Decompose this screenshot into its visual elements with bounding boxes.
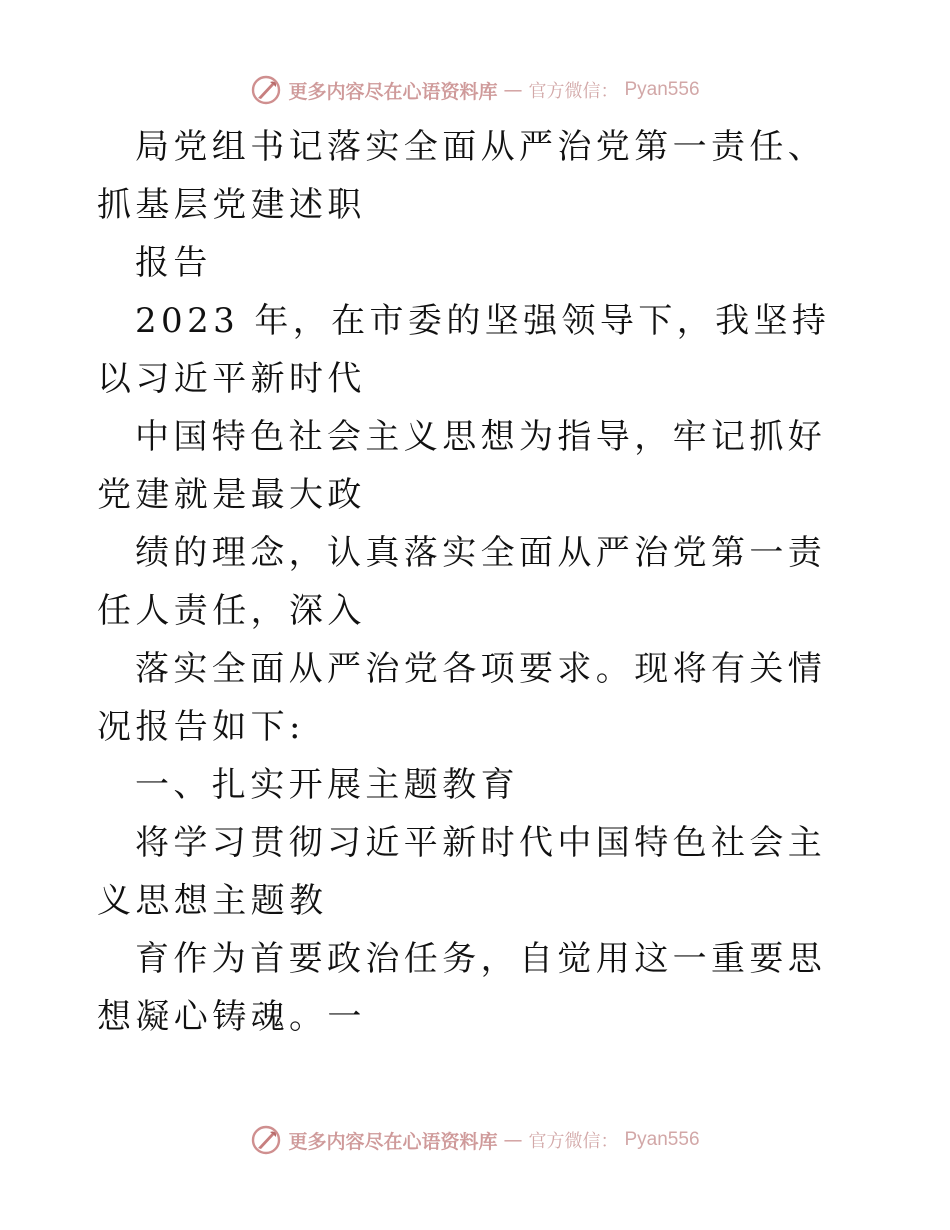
- header-watermark: [0, 70, 950, 110]
- watermark-wechat-id: Pyan556: [624, 79, 700, 100]
- paragraph: 绩的理念，认真落实全面从严治党第一责任人责任，深入: [97, 533, 827, 631]
- paragraph-title-cont: 报告: [135, 243, 212, 283]
- watermark-brand: 更多内容尽在心语资料库: [288, 80, 498, 103]
- paragraph: 将学习贯彻习近平新时代中国特色社会主义思想主题教: [97, 823, 827, 921]
- paragraph: 育作为首要政治任务，自觉用这一重要思想凝心铸魂。一: [97, 939, 827, 1037]
- watermark-wechat-id: Pyan556: [624, 1129, 700, 1150]
- watermark-wechat-label: 官方微信：: [528, 81, 619, 102]
- paragraph-title: 局党组书记落实全面从严治党第一责任、抓基层党建述职: [97, 127, 827, 225]
- quill-circle-logo-icon: [250, 74, 282, 106]
- quill-circle-logo-icon: [250, 1124, 282, 1156]
- watermark-wechat-label: 官方微信：: [528, 1131, 619, 1152]
- paragraph: 2023 年，在市委的坚强领导下，我坚持以习近平新时代: [97, 301, 831, 399]
- paragraph: 落实全面从严治党各项要求。现将有关情况报告如下:: [97, 649, 827, 747]
- footer-watermark: [0, 1120, 950, 1160]
- watermark-brand: 更多内容尽在心语资料库: [288, 1130, 498, 1153]
- watermark-dash: —: [503, 1129, 523, 1151]
- document-body: [97, 118, 857, 1046]
- watermark-dash: —: [503, 79, 523, 101]
- paragraph: 中国特色社会主义思想为指导，牢记抓好党建就是最大政: [97, 417, 827, 515]
- section-heading: 一、扎实开展主题教育: [135, 765, 519, 805]
